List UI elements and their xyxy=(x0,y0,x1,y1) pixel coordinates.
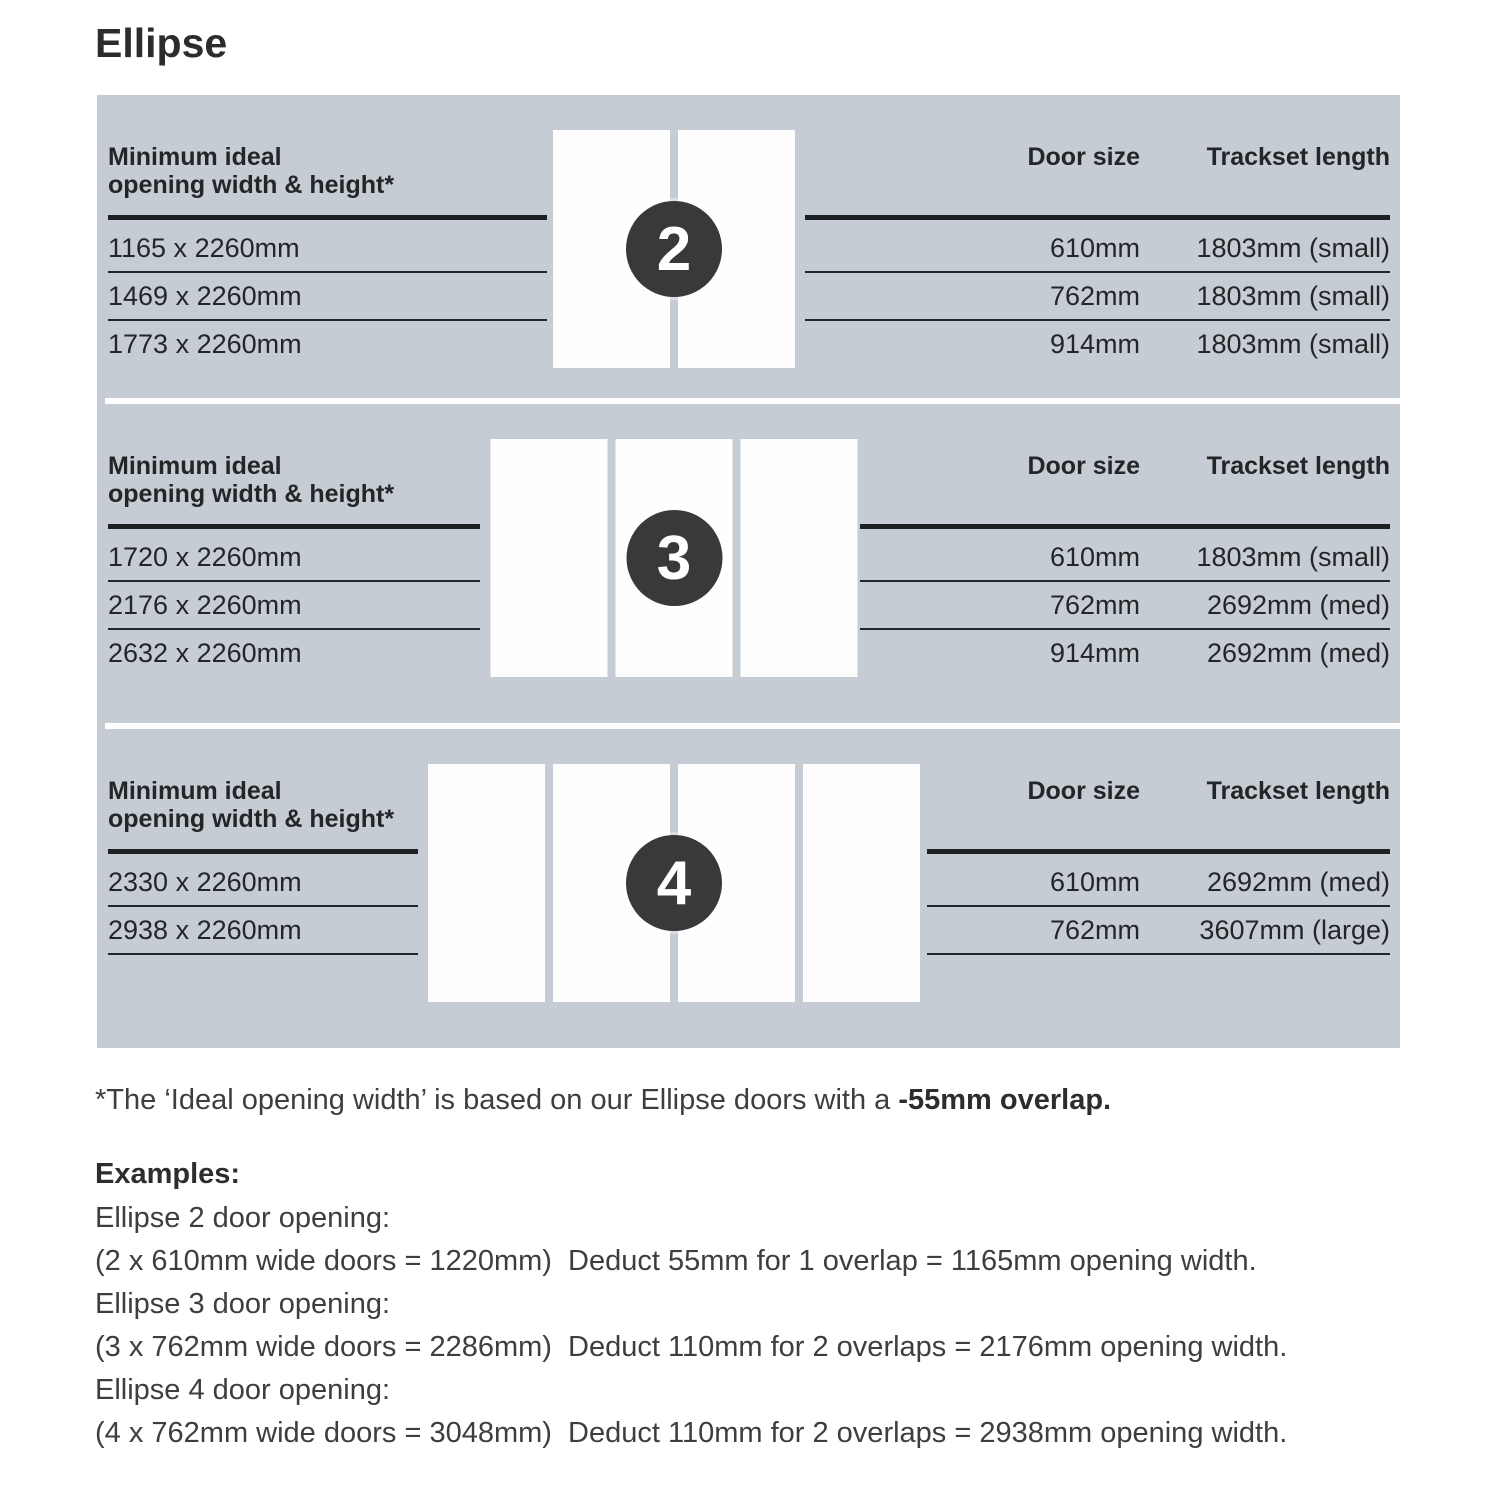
door-panel xyxy=(741,439,858,677)
opening-size-table xyxy=(108,131,547,367)
trackset-length: 1803mm (small) xyxy=(1196,328,1390,359)
door-count-badge: 2 xyxy=(626,201,722,297)
header-line1: Minimum ideal xyxy=(108,777,282,805)
trackset-header: Trackset length xyxy=(1206,143,1390,171)
table-row xyxy=(860,582,1390,630)
example-label: Ellipse 4 door opening: xyxy=(95,1374,391,1406)
door-track-header xyxy=(860,440,1390,508)
door-count-badge: 4 xyxy=(626,835,722,931)
page-title: Ellipse xyxy=(95,20,228,66)
example-detail: (3 x 762mm wide doors = 2286mm) Deduct 110mm for 2 overlaps = 2176mm opening width. xyxy=(95,1331,1288,1363)
footnote-text: *The ‘Ideal opening width’ is based on our Ellipse doors with a xyxy=(95,1084,891,1116)
door-size: 610mm xyxy=(1049,866,1140,897)
trackset-length: 1803mm (small) xyxy=(1196,280,1390,311)
example-detail: (4 x 762mm wide doors = 3048mm) Deduct 110mm for 2 overlaps = 2938mm opening width. xyxy=(95,1417,1288,1449)
opening-size: 1469 x 2260mm xyxy=(108,280,302,311)
opening-size: 2330 x 2260mm xyxy=(108,866,302,897)
trackset-header: Trackset length xyxy=(1206,777,1390,805)
trackset-length: 2692mm (med) xyxy=(1206,866,1390,897)
door-track-table xyxy=(860,440,1390,676)
door-panel xyxy=(803,764,920,1002)
examples-heading: Examples: xyxy=(95,1158,241,1190)
door-size: 914mm xyxy=(1049,328,1140,359)
trackset-length: 1803mm (small) xyxy=(1196,232,1390,263)
examples-list xyxy=(95,1197,1287,1455)
example-detail: (2 x 610mm wide doors = 1220mm) Deduct 55mm for 1 overlap = 1165mm opening width. xyxy=(95,1245,1257,1277)
opening-table-header xyxy=(108,440,480,508)
door-track-header xyxy=(805,131,1390,199)
opening-table-header xyxy=(108,131,547,199)
door-size-header: Door size xyxy=(1027,452,1140,480)
door-size: 914mm xyxy=(1049,637,1140,668)
opening-size: 1720 x 2260mm xyxy=(108,541,302,572)
opening-size: 1773 x 2260mm xyxy=(108,328,302,359)
header-line2: opening width & height* xyxy=(108,805,395,833)
door-count-badge: 3 xyxy=(626,510,722,606)
table-row xyxy=(108,859,418,907)
trackset-length: 2692mm (med) xyxy=(1206,637,1390,668)
door-panel xyxy=(491,439,608,677)
door-illustration-4 xyxy=(428,764,920,1002)
footnote xyxy=(95,1084,1111,1117)
trackset-length: 2692mm (med) xyxy=(1206,589,1390,620)
ellipse-spec-panel xyxy=(97,95,1400,1048)
door-track-table xyxy=(805,131,1390,367)
table-row xyxy=(108,273,547,321)
trackset-length: 1803mm (small) xyxy=(1196,541,1390,572)
opening-size: 2938 x 2260mm xyxy=(108,914,302,945)
door-size-header: Door size xyxy=(1027,143,1140,171)
table-row xyxy=(108,321,547,367)
door-size: 610mm xyxy=(1049,232,1140,263)
table-row xyxy=(927,907,1390,955)
table-row xyxy=(108,225,547,273)
footnote-bold: -55mm overlap. xyxy=(898,1084,1112,1116)
door-track-table xyxy=(927,765,1390,955)
example-label: Ellipse 2 door opening: xyxy=(95,1202,391,1234)
opening-size: 2176 x 2260mm xyxy=(108,589,302,620)
door-illustration-2 xyxy=(553,130,795,368)
trackset-header: Trackset length xyxy=(1206,452,1390,480)
section-4-door xyxy=(97,729,1400,1048)
opening-table-header xyxy=(108,765,418,833)
door-size-header: Door size xyxy=(1027,777,1140,805)
table-row xyxy=(927,859,1390,907)
door-size: 610mm xyxy=(1049,541,1140,572)
table-row xyxy=(805,273,1390,321)
section-3-door xyxy=(97,404,1400,723)
door-track-header xyxy=(927,765,1390,833)
section-2-door xyxy=(97,95,1400,398)
door-panel xyxy=(428,764,545,1002)
door-size: 762mm xyxy=(1049,589,1140,620)
table-row xyxy=(860,630,1390,676)
table-row xyxy=(108,534,480,582)
table-row xyxy=(805,321,1390,367)
door-size: 762mm xyxy=(1049,280,1140,311)
opening-size-table xyxy=(108,440,480,676)
table-row xyxy=(108,630,480,676)
table-row xyxy=(805,225,1390,273)
header-line1: Minimum ideal xyxy=(108,143,282,171)
door-size: 762mm xyxy=(1049,914,1140,945)
door-illustration-3 xyxy=(491,439,858,677)
header-line2: opening width & height* xyxy=(108,480,395,508)
header-line2: opening width & height* xyxy=(108,171,395,199)
table-row xyxy=(108,907,418,955)
trackset-length: 3607mm (large) xyxy=(1199,914,1390,945)
opening-size: 2632 x 2260mm xyxy=(108,637,302,668)
table-row xyxy=(860,534,1390,582)
example-label: Ellipse 3 door opening: xyxy=(95,1288,391,1320)
header-line1: Minimum ideal xyxy=(108,452,282,480)
table-row xyxy=(108,582,480,630)
opening-size: 1165 x 2260mm xyxy=(108,232,300,263)
opening-size-table xyxy=(108,765,418,955)
